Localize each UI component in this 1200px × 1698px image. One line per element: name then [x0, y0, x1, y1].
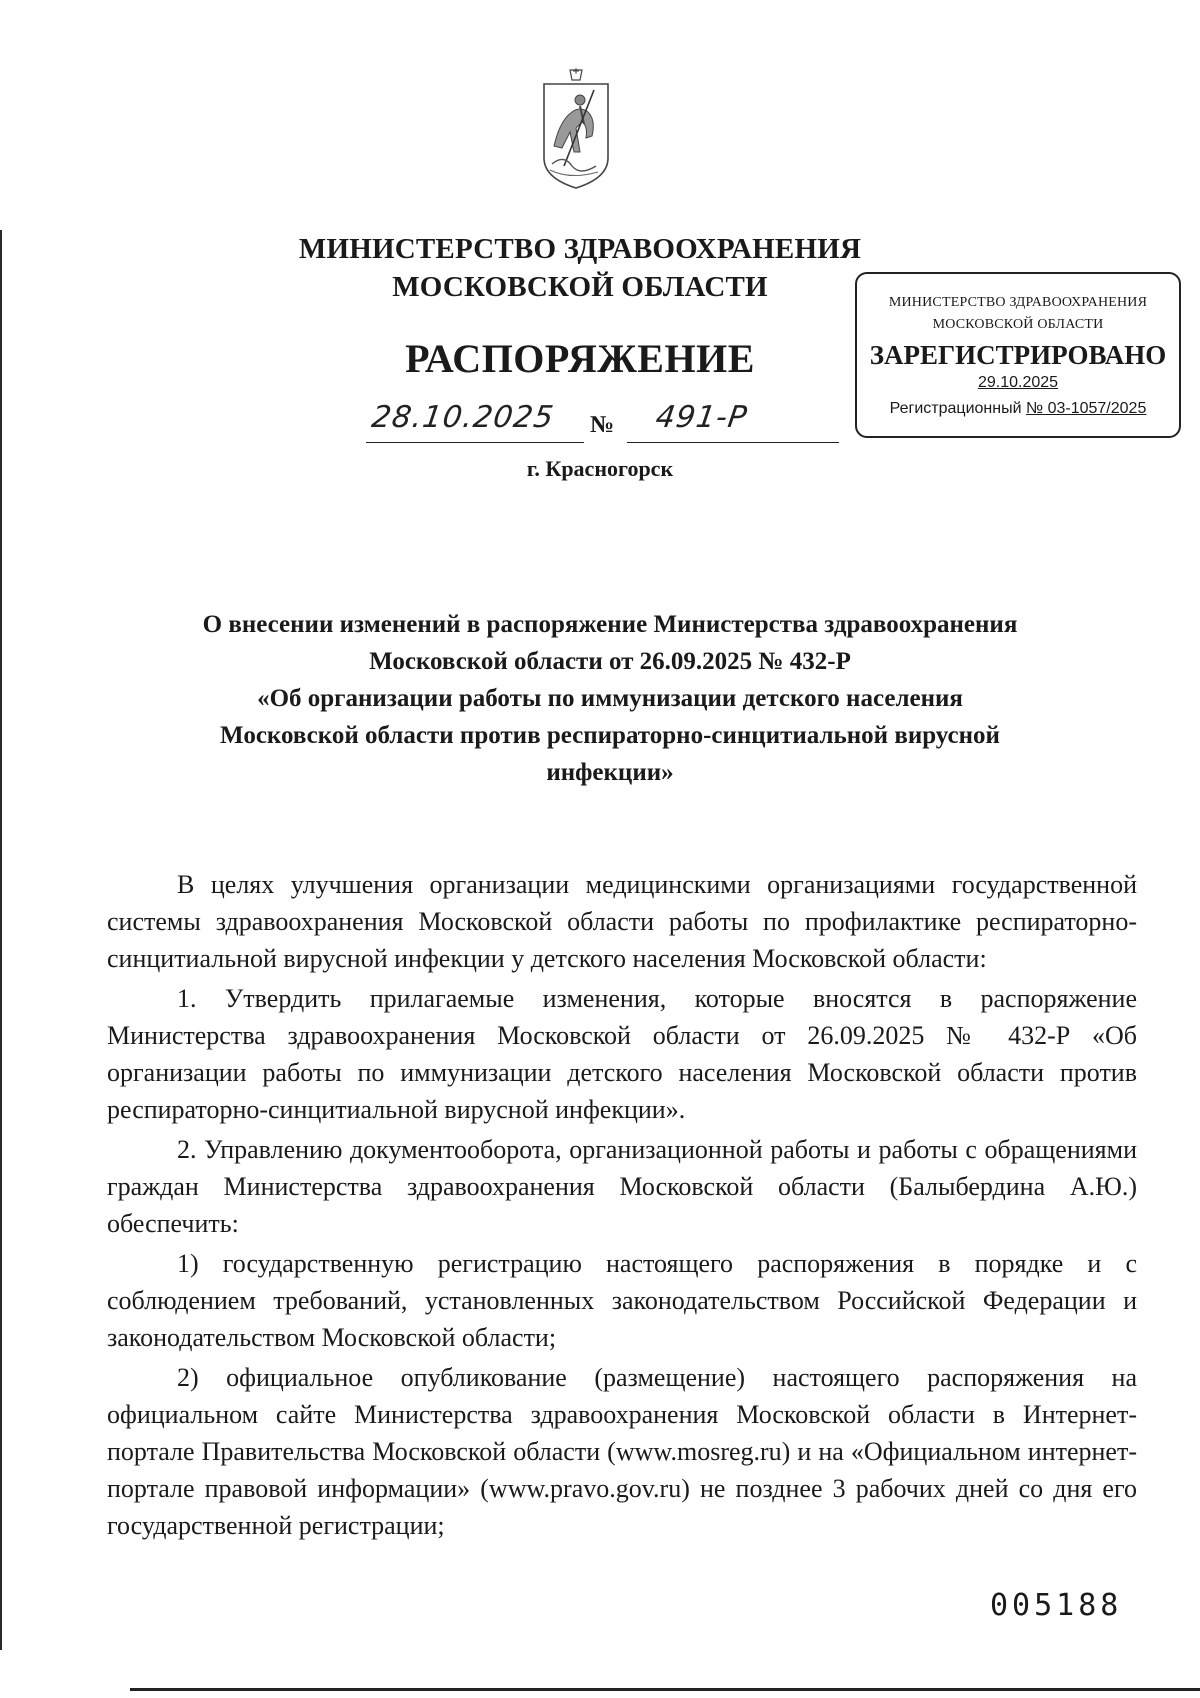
stamp-reg-label: Регистрационный — [889, 400, 1026, 417]
number-sign: № — [590, 412, 615, 438]
clause-1: 1. Утвердить прилагаемые изменения, которые вносятся в распоряжение Министерства здравоохранения Московской области от 26.09.2025 № 432-Р «Об организации работы по иммунизации детского населения Московской области против респираторно-синцитиальной вирусной инфекции». — [107, 984, 1137, 1124]
stamp-org-line-1: МИНИСТЕРСТВО ЗДРАВООХРАНЕНИЯ — [888, 295, 1148, 310]
stamp-org-line-2: МОСКОВСКОЙ ОБЛАСТИ — [932, 317, 1104, 332]
stamp-registration-number — [857, 394, 1179, 424]
subject-line-2: Московской области от 26.09.2025 № 432-Р — [369, 648, 851, 675]
coat-of-arms-icon — [540, 66, 612, 192]
stamp-organization — [857, 292, 1179, 336]
ministry-line-2: МОСКОВСКОЙ ОБЛАСТИ — [392, 271, 768, 303]
stamp-status: ЗАРЕГИСТРИРОВАНО — [869, 340, 1167, 370]
ministry-line-1: МИНИСТЕРСТВО ЗДРАВООХРАНЕНИЯ — [298, 233, 862, 265]
stamp-date: 29.10.2025 — [977, 374, 1059, 391]
document-type-title: РАСПОРЯЖЕНИЕ — [405, 336, 755, 381]
clause-2-subitem-2: 2) официальное опубликование (размещение) настоящего распоряжения на официальном сайте Министерства здравоохранения Московской области в Интернет-портале Правительства Московской области (www.mosreg.ru) и на «Официальном интернет-портале правовой информации» (www.pravo.gov.ru) не позднее 3 рабочих дней со дня его государственной регистрации; — [107, 1363, 1137, 1540]
scan-edge-line — [0, 230, 2, 1650]
clause-2: 2. Управлению документооборота, организационной работы и работы с обращениями граждан Министерства здравоохранения Московской области (Балыбердина А.Ю.) обеспечить: — [107, 1135, 1137, 1238]
subject-line-4: Московской области против респираторно-синцитиальной вирусной — [220, 722, 1000, 749]
registration-stamp — [855, 272, 1181, 438]
handwritten-date: 28.10.2025 — [369, 400, 557, 435]
clause-2-subitem-1: 1) государственную регистрацию настоящего распоряжения в порядке и с соблюдением требований, установленных законодательством Российской Федерации и законодательством Московской области; — [107, 1249, 1137, 1352]
subject-line-3: «Об организации работы по иммунизации детского населения — [257, 685, 963, 712]
page-bottom-rule — [130, 1688, 1200, 1691]
serial-number: 005188 — [990, 1588, 1123, 1623]
document-subject — [140, 606, 1080, 791]
ministry-name — [250, 230, 910, 306]
subject-line-5: инфекции» — [546, 759, 674, 786]
preamble-paragraph: В целях улучшения организации медицинскими организациями государственной системы здравоохранения Московской области работы по профилактике респираторно-синцитиальной вирусной инфекции у детского населения Московской области: — [107, 870, 1137, 973]
handwritten-number: 491-Р — [653, 400, 750, 435]
stamp-reg-number: № 03-1057/2025 — [1025, 400, 1147, 417]
city-name: г. Красногорск — [526, 456, 674, 481]
document-body — [107, 866, 1137, 1544]
subject-line-1: О внесении изменений в распоряжение Министерства здравоохранения — [202, 611, 1018, 638]
